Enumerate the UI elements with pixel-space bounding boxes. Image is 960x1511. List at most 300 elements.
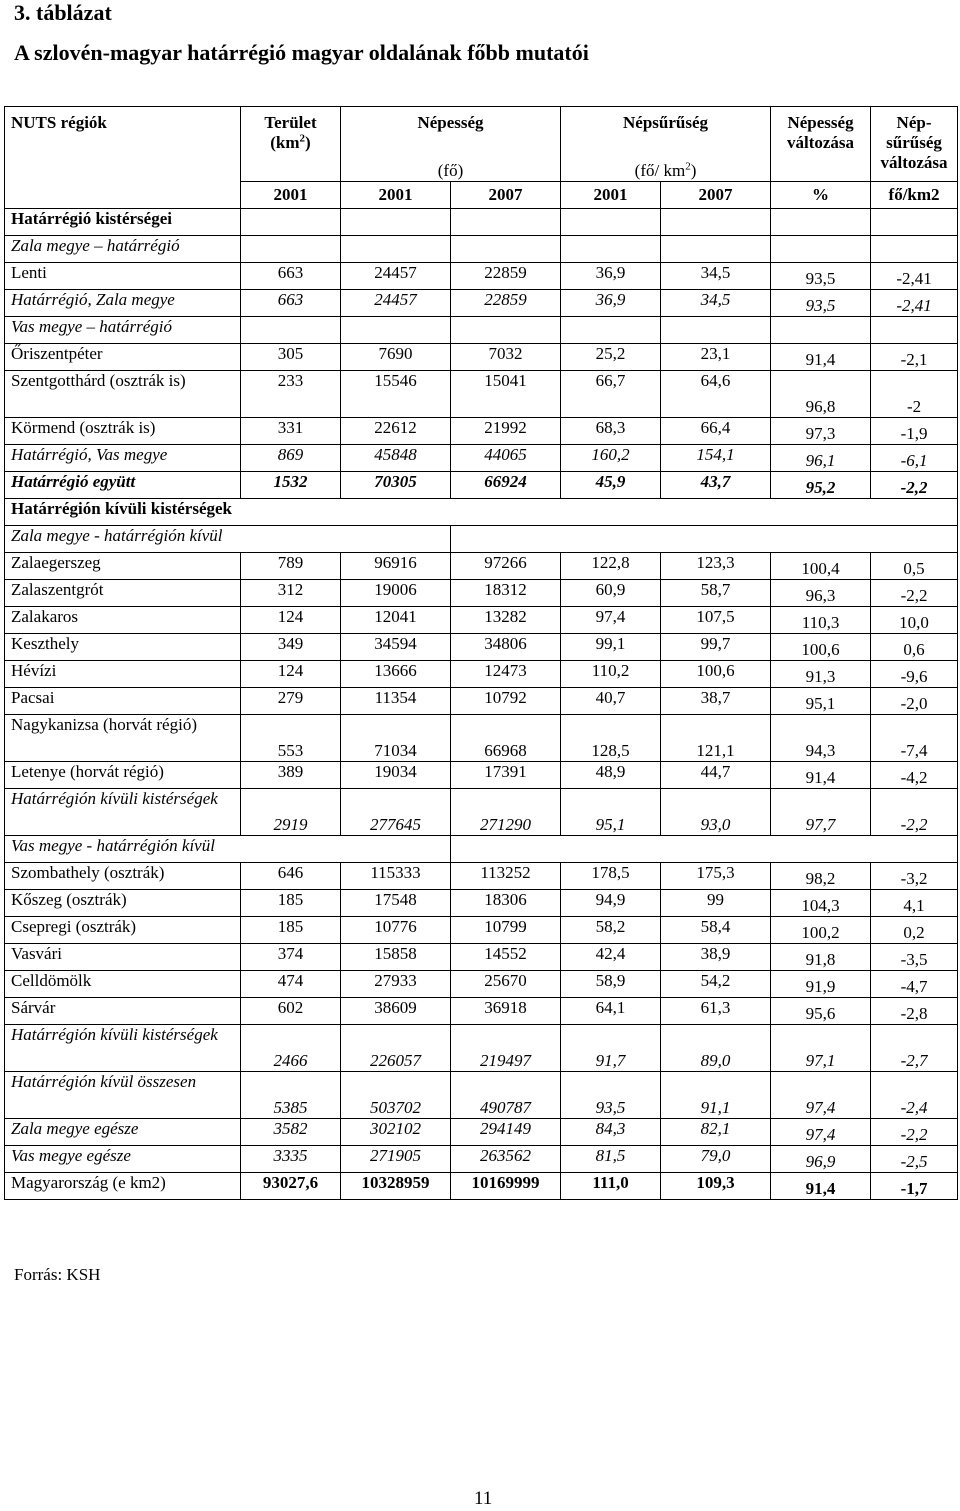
table-row [5,917,958,944]
table-row [5,1146,958,1173]
empty-cell [771,836,871,863]
empty-cell [871,236,958,263]
row-label: Vas megye – határrégió [5,317,241,344]
table-cell: 82,1 [661,1119,771,1146]
table-cell: 294149 [451,1119,561,1146]
empty-cell [451,499,561,526]
table-cell: 68,3 [561,418,661,445]
table-cell: -2,2 [871,580,958,607]
row-label: Celldömölk [5,971,241,998]
table-row [5,371,958,418]
table-cell: 60,9 [561,580,661,607]
empty-cell [871,526,958,553]
table-row [5,634,958,661]
empty-cell [451,317,561,344]
row-label: Őriszentpéter [5,344,241,371]
header-year: 2007 [661,182,771,209]
table-cell: 64,6 [661,371,771,418]
table-cell: 3335 [241,1146,341,1173]
table-cell: 43,7 [661,472,771,499]
table-cell: 97,4 [771,1119,871,1146]
table-cell: 24457 [341,263,451,290]
table-row [5,317,958,344]
table-cell: 175,3 [661,863,771,890]
table-cell: -2,41 [871,263,958,290]
table-row [5,998,958,1025]
table-cell: 97,4 [561,607,661,634]
table-cell: 95,2 [771,472,871,499]
table-row [5,263,958,290]
table-cell: 93,5 [771,290,871,317]
table-cell: 124 [241,661,341,688]
empty-cell [341,317,451,344]
table-cell: 124 [241,607,341,634]
table-cell: 36,9 [561,290,661,317]
table-cell: 58,7 [661,580,771,607]
table-cell: 42,4 [561,944,661,971]
table-cell: 95,6 [771,998,871,1025]
table-cell: 96,3 [771,580,871,607]
table-cell: 4,1 [871,890,958,917]
header-nepsuruseg-valtozasa: Nép- sűrűség változása [871,107,958,182]
table-cell: 10328959 [341,1173,451,1200]
header-nepsuruseg: Népsűrűség [561,107,771,162]
table-cell: 110,2 [561,661,661,688]
table-cell: 13666 [341,661,451,688]
table-cell: 95,1 [771,688,871,715]
row-label: Körmend (osztrák is) [5,418,241,445]
table-cell: 663 [241,290,341,317]
table-cell: 97,4 [771,1072,871,1119]
row-label: Határrégió, Zala megye [5,290,241,317]
table-cell: 160,2 [561,445,661,472]
table-cell: 97266 [451,553,561,580]
table-cell: 34,5 [661,290,771,317]
table-cell: 93,5 [771,263,871,290]
row-label: Lenti [5,263,241,290]
empty-cell [661,236,771,263]
table-row [5,499,958,526]
table-cell: 44065 [451,445,561,472]
table-cell: 0,2 [871,917,958,944]
table-cell: -2,2 [871,789,958,836]
table-cell: -1,9 [871,418,958,445]
table-cell: 122,8 [561,553,661,580]
table-cell: 45,9 [561,472,661,499]
row-label: Határrégió, Vas megye [5,445,241,472]
table-row [5,344,958,371]
table-title: A szlovén-magyar határrégió magyar oldalának főbb mutatói [14,40,589,65]
table-cell: 271290 [451,789,561,836]
table-cell: 185 [241,917,341,944]
table-cell: 66968 [451,715,561,762]
table-cell: 96916 [341,553,451,580]
table-cell: 15041 [451,371,561,418]
table-cell: 107,5 [661,607,771,634]
header-year: 2001 [561,182,661,209]
table-cell: 34594 [341,634,451,661]
empty-cell [341,209,451,236]
table-cell: 0,6 [871,634,958,661]
empty-cell [341,236,451,263]
table-cell: 91,8 [771,944,871,971]
empty-cell [661,836,771,863]
row-label: Hévízi [5,661,241,688]
table-cell: 91,1 [661,1072,771,1119]
table-cell: 22612 [341,418,451,445]
table-cell: 34,5 [661,263,771,290]
table-cell: 0,5 [871,553,958,580]
table-cell: 17391 [451,762,561,789]
table-cell: 646 [241,863,341,890]
table-row [5,789,958,836]
table-cell: 84,3 [561,1119,661,1146]
table-row [5,971,958,998]
table-cell: 100,6 [661,661,771,688]
table-cell: -2,2 [871,1119,958,1146]
table-cell: 349 [241,634,341,661]
table-row [5,1072,958,1119]
table-cell: -3,5 [871,944,958,971]
empty-cell [871,209,958,236]
table-cell: 115333 [341,863,451,890]
table-cell: -2,5 [871,1146,958,1173]
table-cell: 17548 [341,890,451,917]
row-label: Határrégió együtt [5,472,241,499]
table-cell: 185 [241,890,341,917]
row-label: Zalaszentgrót [5,580,241,607]
header-year: 2001 [241,182,341,209]
table-cell: 7690 [341,344,451,371]
table-cell: 19006 [341,580,451,607]
row-label: Letenye (horvát régió) [5,762,241,789]
header-nepesseg-unit: (fő) [341,161,561,182]
table-cell: 19034 [341,762,451,789]
table-cell: 15546 [341,371,451,418]
table-cell: 94,3 [771,715,871,762]
row-label: Nagykanizsa (horvát régió) [5,715,241,762]
empty-cell [561,526,661,553]
row-label: Sárvár [5,998,241,1025]
table-cell: 100,6 [771,634,871,661]
table-cell: 66,4 [661,418,771,445]
table-row [5,1173,958,1200]
table-cell: 94,9 [561,890,661,917]
table-cell: 71034 [341,715,451,762]
table-row [5,661,958,688]
table-cell: 91,4 [771,1173,871,1200]
table-cell: 36,9 [561,263,661,290]
table-cell: 13282 [451,607,561,634]
table-cell: 27933 [341,971,451,998]
table-cell: 312 [241,580,341,607]
table-cell: 474 [241,971,341,998]
table-cell: 11354 [341,688,451,715]
table-row [5,890,958,917]
table-row [5,290,958,317]
table-cell: 271905 [341,1146,451,1173]
table-cell: 10,0 [871,607,958,634]
header-terulet: Terület $(km^2)$ [241,107,341,182]
empty-cell [561,317,661,344]
table-cell: 23,1 [661,344,771,371]
table-cell: 18312 [451,580,561,607]
table-cell: 22859 [451,263,561,290]
empty-cell [871,317,958,344]
table-row [5,418,958,445]
page-number: 11 [474,1488,493,1509]
table-cell: 1532 [241,472,341,499]
table-cell: 97,3 [771,418,871,445]
empty-cell [771,209,871,236]
table-cell: -7,4 [871,715,958,762]
row-label: Zala megye egésze [5,1119,241,1146]
table-cell: 64,1 [561,998,661,1025]
row-label: Zalaegerszeg [5,553,241,580]
table-cell: 553 [241,715,341,762]
table-cell: 91,7 [561,1025,661,1072]
table-cell: 97,1 [771,1025,871,1072]
table-cell: 58,2 [561,917,661,944]
table-row [5,526,958,553]
header-nepesseg-valtozasa: Népesség változása [771,107,871,182]
table-cell: 96,8 [771,371,871,418]
table-cell: 121,1 [661,715,771,762]
row-label: Határrégión kívüli kistérségek [5,1025,241,1072]
row-label: Határrégión kívül összesen [5,1072,241,1119]
table-cell: 66,7 [561,371,661,418]
table-cell: 10799 [451,917,561,944]
table-cell: 10792 [451,688,561,715]
header-year: 2007 [451,182,561,209]
table-row [5,236,958,263]
table-cell: 91,3 [771,661,871,688]
table-cell: 233 [241,371,341,418]
table-cell: -2,0 [871,688,958,715]
row-label: Kőszeg (osztrák) [5,890,241,917]
table-cell: 44,7 [661,762,771,789]
table-cell: 277645 [341,789,451,836]
table-cell: 503702 [341,1072,451,1119]
row-label: Vasvári [5,944,241,971]
empty-cell [871,499,958,526]
row-label: Határrégió kistérségei [5,209,241,236]
table-cell: 226057 [341,1025,451,1072]
table-cell: 389 [241,762,341,789]
table-cell: 36918 [451,998,561,1025]
header-nuts: NUTS régiók [5,107,241,209]
table-cell: 54,2 [661,971,771,998]
table-row [5,836,958,863]
table-cell: 663 [241,263,341,290]
table-cell: 95,1 [561,789,661,836]
row-label: Vas megye egésze [5,1146,241,1173]
empty-cell [871,836,958,863]
table-cell: 12473 [451,661,561,688]
table-cell: 93027,6 [241,1173,341,1200]
empty-cell [771,236,871,263]
source-note: Forrás: KSH [14,1265,101,1284]
indicator-table-wrapper [4,106,957,1200]
row-label: Csepregi (osztrák) [5,917,241,944]
table-row [5,762,958,789]
empty-cell [561,499,661,526]
table-cell: -6,1 [871,445,958,472]
table-cell: 91,4 [771,762,871,789]
empty-cell [661,209,771,236]
table-cell: 81,5 [561,1146,661,1173]
row-label: Szentgotthárd (osztrák is) [5,371,241,418]
header-year: 2001 [341,182,451,209]
table-cell: 99 [661,890,771,917]
table-cell: 34806 [451,634,561,661]
table-cell: -2,8 [871,998,958,1025]
empty-cell [561,236,661,263]
empty-cell [241,317,341,344]
header-unit: % [771,182,871,209]
table-cell: 58,9 [561,971,661,998]
table-cell: 58,4 [661,917,771,944]
table-cell: 111,0 [561,1173,661,1200]
table-cell: 61,3 [661,998,771,1025]
row-label: Zala megye - határrégión kívül [5,526,451,553]
header-unit: fő/km2 [871,182,958,209]
table-row [5,472,958,499]
table-cell: 38609 [341,998,451,1025]
table-cell: 40,7 [561,688,661,715]
row-label: Zalakaros [5,607,241,634]
row-label: Zala megye – határrégió [5,236,241,263]
table-cell: 113252 [451,863,561,890]
table-cell: 7032 [451,344,561,371]
table-cell: 123,3 [661,553,771,580]
empty-cell [451,836,561,863]
table-cell: 490787 [451,1072,561,1119]
table-cell: 12041 [341,607,451,634]
table-cell: 70305 [341,472,451,499]
table-cell: 22859 [451,290,561,317]
table-row [5,553,958,580]
table-cell: -2,4 [871,1072,958,1119]
table-cell: 79,0 [661,1146,771,1173]
table-row [5,715,958,762]
table-cell: 89,0 [661,1025,771,1072]
table-cell: 18306 [451,890,561,917]
table-cell: 10169999 [451,1173,561,1200]
table-cell: 98,2 [771,863,871,890]
indicator-table [4,106,958,1200]
table-row [5,209,958,236]
table-cell: 48,9 [561,762,661,789]
table-cell: 66924 [451,472,561,499]
table-row [5,445,958,472]
table-cell: 178,5 [561,863,661,890]
table-cell: 869 [241,445,341,472]
table-row [5,863,958,890]
table-number: 3. táblázat [14,0,112,25]
table-body [5,209,958,1200]
row-label: Magyarország (e km2) [5,1173,241,1200]
table-cell: 93,5 [561,1072,661,1119]
empty-cell [451,526,561,553]
table-cell: 14552 [451,944,561,971]
table-row [5,607,958,634]
table-cell: 93,0 [661,789,771,836]
empty-cell [771,317,871,344]
table-cell: 279 [241,688,341,715]
header-nepsuruseg-unit: (fő/ $km^2$) [561,161,771,182]
table-cell: 45848 [341,445,451,472]
table-cell: -2,7 [871,1025,958,1072]
row-label: Határrégión kívüli kistérségek [5,499,451,526]
table-cell: -2 [871,371,958,418]
table-cell: 2919 [241,789,341,836]
table-cell: 5385 [241,1072,341,1119]
table-cell: 99,7 [661,634,771,661]
empty-cell [561,209,661,236]
table-cell: 25670 [451,971,561,998]
table-cell: 154,1 [661,445,771,472]
table-cell: 789 [241,553,341,580]
table-cell: 38,7 [661,688,771,715]
empty-cell [771,526,871,553]
table-row [5,580,958,607]
table-cell: 24457 [341,290,451,317]
table-row [5,1119,958,1146]
table-cell: 302102 [341,1119,451,1146]
row-label: Vas megye - határrégión kívül [5,836,451,863]
table-cell: 38,9 [661,944,771,971]
empty-cell [241,209,341,236]
table-cell: 96,1 [771,445,871,472]
table-cell: 100,2 [771,917,871,944]
row-label: Szombathely (osztrák) [5,863,241,890]
empty-cell [561,836,661,863]
empty-cell [451,209,561,236]
table-cell: 219497 [451,1025,561,1072]
table-cell: 25,2 [561,344,661,371]
table-cell: 104,3 [771,890,871,917]
table-cell: 602 [241,998,341,1025]
table-cell: 305 [241,344,341,371]
empty-cell [771,499,871,526]
table-cell: 128,5 [561,715,661,762]
table-cell: 99,1 [561,634,661,661]
table-cell: 21992 [451,418,561,445]
empty-cell [661,499,771,526]
table-cell: -2,41 [871,290,958,317]
table-cell: -2,1 [871,344,958,371]
empty-cell [661,317,771,344]
table-cell: 10776 [341,917,451,944]
table-cell: 3582 [241,1119,341,1146]
table-cell: 97,7 [771,789,871,836]
table-cell: -3,2 [871,863,958,890]
table-cell: 109,3 [661,1173,771,1200]
empty-cell [241,236,341,263]
table-cell: -4,7 [871,971,958,998]
table-cell: 331 [241,418,341,445]
row-label: Pacsai [5,688,241,715]
table-cell: 15858 [341,944,451,971]
table-cell: 374 [241,944,341,971]
table-cell: 91,9 [771,971,871,998]
empty-cell [661,526,771,553]
header-nepesseg: Népesség [341,107,561,162]
table-cell: 110,3 [771,607,871,634]
table-cell: 2466 [241,1025,341,1072]
table-cell: 91,4 [771,344,871,371]
